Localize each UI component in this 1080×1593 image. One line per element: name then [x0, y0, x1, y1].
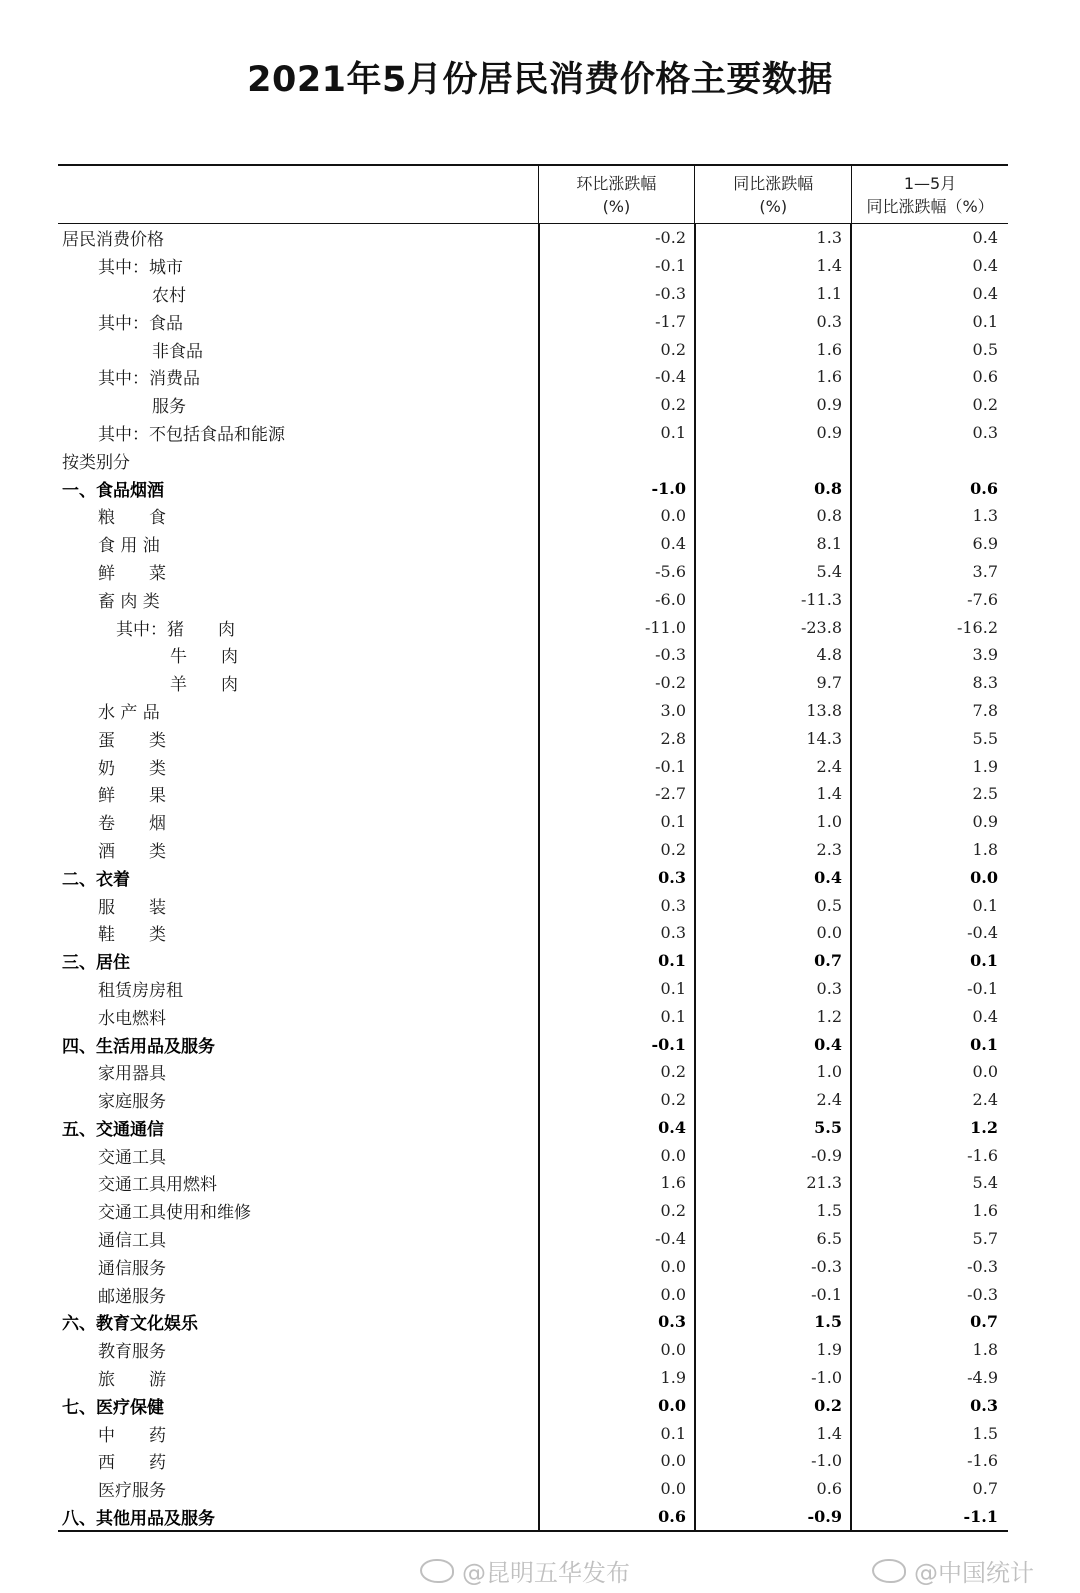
cell-mom: -11.0 — [644, 617, 686, 637]
header-yoy-title: 同比涨跌幅 — [733, 173, 814, 193]
table-row — [58, 1447, 1008, 1475]
row-label: 其中：城市 — [98, 258, 183, 279]
cell-mom: 0.0 — [660, 1284, 686, 1304]
table-row — [58, 1336, 1008, 1364]
cell-mom: -2.7 — [655, 784, 686, 804]
table-row — [58, 502, 1008, 530]
cell-ytd: 0.4 — [972, 256, 998, 276]
cell-ytd: 0.9 — [972, 812, 998, 832]
table-row — [58, 1141, 1008, 1169]
cell-yoy: 2.4 — [816, 1090, 842, 1110]
table-row — [58, 669, 1008, 697]
table-row — [58, 780, 1008, 808]
row-label: 羊 肉 — [170, 675, 238, 696]
cell-yoy: -1.0 — [811, 1451, 842, 1471]
table-row — [58, 752, 1008, 780]
cell-mom: -0.3 — [655, 283, 686, 303]
cell-yoy: 0.3 — [816, 978, 842, 998]
row-label: 粮 食 — [98, 508, 166, 529]
row-label: 按类别分 — [62, 452, 130, 473]
cell-ytd: 1.5 — [972, 1423, 998, 1443]
cell-ytd: 0.6 — [970, 478, 998, 498]
header-mom-title: 环比涨跌幅 — [576, 173, 657, 193]
row-label: 六、教育文化娱乐 — [62, 1314, 198, 1335]
cell-ytd: 0.3 — [970, 1395, 998, 1415]
row-label: 蛋 类 — [98, 730, 166, 751]
row-label: 交通工具用燃料 — [98, 1175, 217, 1196]
cell-ytd: -0.4 — [967, 923, 998, 943]
cell-ytd: 0.4 — [972, 283, 998, 303]
cpi-table — [58, 164, 1008, 1532]
row-label: 通信服务 — [98, 1258, 166, 1279]
page-title: 2021年5月份居民消费价格主要数据 — [247, 60, 833, 100]
row-label: 牛 肉 — [170, 647, 238, 668]
cell-ytd: 0.7 — [972, 1479, 998, 1499]
cell-ytd: 0.7 — [970, 1312, 998, 1332]
cell-ytd: 1.3 — [972, 506, 998, 526]
table-bottom-rule — [58, 1530, 1008, 1532]
row-label: 服务 — [152, 397, 186, 418]
cell-yoy: 4.8 — [816, 645, 842, 665]
cell-mom: 2.8 — [660, 728, 686, 748]
cell-yoy: -0.9 — [807, 1507, 842, 1527]
cell-ytd: 0.4 — [972, 1006, 998, 1026]
table-row — [58, 446, 1008, 474]
row-label: 家庭服务 — [98, 1092, 166, 1113]
row-label: 交通工具使用和维修 — [98, 1203, 251, 1224]
cell-yoy: -1.0 — [811, 1368, 842, 1388]
cell-ytd: 0.1 — [972, 895, 998, 915]
cell-yoy: 1.3 — [816, 228, 842, 248]
cell-yoy: 6.5 — [816, 1229, 842, 1249]
cell-mom: 0.1 — [660, 812, 686, 832]
cell-yoy: -0.3 — [811, 1256, 842, 1276]
cell-yoy: 1.0 — [816, 812, 842, 832]
row-label: 七、医疗保健 — [62, 1397, 164, 1418]
table-row — [58, 724, 1008, 752]
cell-yoy: 0.9 — [816, 422, 842, 442]
cell-mom: -6.0 — [655, 589, 686, 609]
cell-mom: 0.1 — [660, 978, 686, 998]
cell-yoy: 1.4 — [816, 1423, 842, 1443]
table-row — [58, 613, 1008, 641]
table-row — [58, 335, 1008, 363]
row-label: 租赁房房租 — [98, 980, 183, 1001]
cell-yoy: 1.4 — [816, 256, 842, 276]
cell-ytd: -1.6 — [967, 1451, 998, 1471]
header-label-cell — [58, 166, 538, 223]
table-row — [58, 252, 1008, 280]
cell-mom: 0.1 — [660, 1006, 686, 1026]
row-label: 家用器具 — [98, 1064, 166, 1085]
cell-ytd: 0.0 — [972, 1062, 998, 1082]
row-label: 三、居住 — [62, 953, 130, 974]
table-row — [58, 1114, 1008, 1142]
cell-ytd: 0.1 — [970, 951, 998, 971]
row-label: 奶 类 — [98, 758, 166, 779]
cell-mom: 0.2 — [660, 395, 686, 415]
table-row — [58, 474, 1008, 502]
table-row — [58, 224, 1008, 252]
cell-mom: -1.7 — [655, 311, 686, 331]
table-row — [58, 919, 1008, 947]
cell-mom: 0.3 — [660, 895, 686, 915]
cell-yoy: 0.4 — [814, 1034, 842, 1054]
row-label: 中 药 — [98, 1425, 166, 1446]
cell-yoy: 0.9 — [816, 395, 842, 415]
cell-ytd: 1.6 — [972, 1201, 998, 1221]
cell-ytd: 0.0 — [970, 867, 998, 887]
cell-yoy: 8.1 — [816, 534, 842, 554]
cell-ytd: 8.3 — [972, 673, 998, 693]
cell-ytd: 5.5 — [972, 728, 998, 748]
table-row — [58, 1475, 1008, 1503]
table-row — [58, 891, 1008, 919]
table-row — [58, 697, 1008, 725]
table-row — [58, 585, 1008, 613]
table-row — [58, 1086, 1008, 1114]
row-label: 其中：不包括食品和能源 — [98, 424, 285, 445]
watermark-right — [872, 1553, 1034, 1588]
cell-yoy: 1.1 — [816, 283, 842, 303]
cell-mom: -0.1 — [655, 756, 686, 776]
table-row — [58, 280, 1008, 308]
cell-yoy: 1.6 — [816, 367, 842, 387]
cell-ytd: 0.2 — [972, 395, 998, 415]
table-row — [58, 1391, 1008, 1419]
table-row — [58, 1225, 1008, 1253]
cell-mom: -0.4 — [655, 1229, 686, 1249]
cell-ytd: 0.5 — [972, 339, 998, 359]
table-header — [58, 166, 1008, 224]
cell-yoy: -11.3 — [800, 589, 842, 609]
cell-ytd: 0.4 — [972, 228, 998, 248]
cell-ytd: 1.8 — [972, 1340, 998, 1360]
header-mom — [538, 166, 695, 223]
cell-mom: 0.2 — [660, 339, 686, 359]
cell-mom: 0.2 — [660, 1090, 686, 1110]
row-label: 服 装 — [98, 897, 166, 918]
cell-mom: -0.2 — [655, 228, 686, 248]
cell-mom: -1.0 — [651, 478, 686, 498]
cell-ytd: 3.9 — [972, 645, 998, 665]
cell-ytd: 1.2 — [970, 1117, 998, 1137]
cell-mom: 0.1 — [660, 1423, 686, 1443]
cell-mom: 0.2 — [660, 839, 686, 859]
cell-yoy: 13.8 — [806, 700, 842, 720]
cell-yoy: 1.2 — [816, 1006, 842, 1026]
table-row — [58, 1169, 1008, 1197]
table-body — [58, 224, 1008, 1530]
table-row — [58, 1280, 1008, 1308]
column-divider — [850, 224, 852, 1530]
cell-ytd: -0.3 — [967, 1256, 998, 1276]
cell-yoy: 0.8 — [814, 478, 842, 498]
table-row — [58, 1002, 1008, 1030]
row-label: 医疗服务 — [98, 1481, 166, 1502]
row-label: 四、生活用品及服务 — [62, 1036, 215, 1057]
row-label: 通信工具 — [98, 1231, 166, 1252]
cell-yoy: 0.2 — [814, 1395, 842, 1415]
cell-yoy: 0.7 — [814, 951, 842, 971]
cell-yoy: 2.3 — [816, 839, 842, 859]
table-row — [58, 530, 1008, 558]
cell-mom: -5.6 — [655, 561, 686, 581]
cell-ytd: 0.1 — [970, 1034, 998, 1054]
cell-mom: 0.3 — [660, 923, 686, 943]
cell-mom: 0.0 — [660, 1256, 686, 1276]
cell-mom: 0.0 — [660, 506, 686, 526]
cell-mom: 0.0 — [660, 1340, 686, 1360]
cell-yoy: 1.5 — [814, 1312, 842, 1332]
table-row — [58, 947, 1008, 975]
cell-yoy: 0.5 — [816, 895, 842, 915]
cell-mom: 0.3 — [658, 867, 686, 887]
row-label: 教育服务 — [98, 1342, 166, 1363]
cell-ytd: -0.3 — [967, 1284, 998, 1304]
cell-ytd: 0.1 — [972, 311, 998, 331]
cell-mom: 0.4 — [658, 1117, 686, 1137]
row-label: 农村 — [152, 285, 186, 306]
weibo-logo-icon — [872, 1559, 906, 1583]
row-label: 卷 烟 — [98, 814, 166, 835]
watermark-left — [420, 1553, 630, 1588]
table-row — [58, 363, 1008, 391]
row-label: 二、衣着 — [62, 869, 130, 890]
row-label: 其中：消费品 — [98, 369, 200, 390]
table-row — [58, 1197, 1008, 1225]
table-row — [58, 1308, 1008, 1336]
header-yoy-unit: (%) — [759, 196, 788, 216]
row-label: 非食品 — [152, 341, 203, 362]
cell-ytd: -1.6 — [967, 1145, 998, 1165]
cell-yoy: 5.5 — [814, 1117, 842, 1137]
header-ytd-period: 1—5月 — [903, 173, 957, 193]
cell-ytd: 2.5 — [972, 784, 998, 804]
header-ytd-title: 同比涨跌幅（%） — [866, 196, 994, 216]
cell-yoy: 1.6 — [816, 339, 842, 359]
cell-ytd: -16.2 — [956, 617, 998, 637]
cell-mom: 0.0 — [658, 1395, 686, 1415]
cell-ytd: 6.9 — [972, 534, 998, 554]
cell-mom: 0.4 — [660, 534, 686, 554]
cell-mom: 0.1 — [660, 422, 686, 442]
row-label: 食 用 油 — [98, 536, 160, 557]
row-label: 水电燃料 — [98, 1008, 166, 1029]
cell-mom: 0.6 — [658, 1507, 686, 1527]
table-row — [58, 641, 1008, 669]
cell-mom: 3.0 — [660, 700, 686, 720]
table-row — [58, 558, 1008, 586]
watermark-left-text: @昆明五华发布 — [462, 1559, 630, 1587]
table-row — [58, 1364, 1008, 1392]
cell-ytd: 3.7 — [972, 561, 998, 581]
table-row — [58, 863, 1008, 891]
table-row — [58, 1058, 1008, 1086]
cell-mom: 0.0 — [660, 1479, 686, 1499]
cell-ytd: 5.4 — [972, 1173, 998, 1193]
row-label: 其中：食品 — [98, 313, 183, 334]
table-row — [58, 808, 1008, 836]
cell-yoy: 5.4 — [816, 561, 842, 581]
cell-yoy: 0.4 — [814, 867, 842, 887]
cell-yoy: 14.3 — [806, 728, 842, 748]
cell-yoy: 1.4 — [816, 784, 842, 804]
table-row — [58, 975, 1008, 1003]
cell-yoy: 0.8 — [816, 506, 842, 526]
weibo-logo-icon — [420, 1559, 454, 1583]
cell-mom: -0.4 — [655, 367, 686, 387]
table-row — [58, 1252, 1008, 1280]
row-label: 邮递服务 — [98, 1286, 166, 1307]
row-label: 水 产 品 — [98, 702, 160, 723]
table-row — [58, 419, 1008, 447]
row-label: 交通工具 — [98, 1147, 166, 1168]
cell-mom: -0.1 — [651, 1034, 686, 1054]
cell-mom: 0.0 — [660, 1145, 686, 1165]
cell-yoy: -0.1 — [811, 1284, 842, 1304]
cell-mom: 0.2 — [660, 1062, 686, 1082]
row-label: 鞋 类 — [98, 925, 166, 946]
cell-ytd: -4.9 — [967, 1368, 998, 1388]
header-ytd — [851, 166, 1008, 223]
cell-yoy: 1.5 — [816, 1201, 842, 1221]
cell-mom: 1.6 — [660, 1173, 686, 1193]
cell-mom: 0.1 — [658, 951, 686, 971]
row-label: 一、食品烟酒 — [62, 480, 164, 501]
cell-yoy: 1.0 — [816, 1062, 842, 1082]
cell-yoy: 21.3 — [806, 1173, 842, 1193]
header-mom-unit: (%) — [602, 196, 631, 216]
cell-yoy: 0.3 — [816, 311, 842, 331]
table-row — [58, 1503, 1008, 1531]
row-label: 居民消费价格 — [62, 230, 164, 251]
cell-yoy: 1.9 — [816, 1340, 842, 1360]
table-row — [58, 836, 1008, 864]
cell-mom: 1.9 — [660, 1368, 686, 1388]
cell-yoy: 9.7 — [816, 673, 842, 693]
row-label: 畜 肉 类 — [98, 591, 160, 612]
cell-ytd: 2.4 — [972, 1090, 998, 1110]
cell-ytd: 1.9 — [972, 756, 998, 776]
cell-ytd: 1.8 — [972, 839, 998, 859]
cell-ytd: 0.3 — [972, 422, 998, 442]
table-row — [58, 391, 1008, 419]
table-row — [58, 307, 1008, 335]
row-label: 旅 游 — [98, 1370, 166, 1391]
cell-ytd: 0.6 — [972, 367, 998, 387]
row-label: 八、其他用品及服务 — [62, 1509, 215, 1530]
cell-yoy: 0.6 — [816, 1479, 842, 1499]
cell-mom: -0.1 — [655, 256, 686, 276]
watermark-right-text: @中国统计 — [914, 1559, 1034, 1587]
row-label: 五、交通通信 — [62, 1119, 164, 1140]
row-label: 鲜 果 — [98, 786, 166, 807]
header-yoy — [694, 166, 851, 223]
cell-mom: 0.0 — [660, 1451, 686, 1471]
cell-mom: -0.2 — [655, 673, 686, 693]
cell-mom: 0.3 — [658, 1312, 686, 1332]
table-row — [58, 1419, 1008, 1447]
row-label: 西 药 — [98, 1453, 166, 1474]
table-row — [58, 1030, 1008, 1058]
cell-yoy: 2.4 — [816, 756, 842, 776]
cell-ytd: -7.6 — [967, 589, 998, 609]
cell-mom: 0.2 — [660, 1201, 686, 1221]
row-label: 鲜 菜 — [98, 563, 166, 584]
cell-mom: -0.3 — [655, 645, 686, 665]
row-label: 其中：猪 肉 — [116, 619, 235, 640]
cell-yoy: 0.0 — [816, 923, 842, 943]
cell-ytd: -0.1 — [967, 978, 998, 998]
row-label: 酒 类 — [98, 841, 166, 862]
cell-yoy: -0.9 — [811, 1145, 842, 1165]
cell-ytd: 5.7 — [972, 1229, 998, 1249]
cell-ytd: 7.8 — [972, 700, 998, 720]
cell-ytd: -1.1 — [963, 1507, 998, 1527]
cell-yoy: -23.8 — [800, 617, 842, 637]
